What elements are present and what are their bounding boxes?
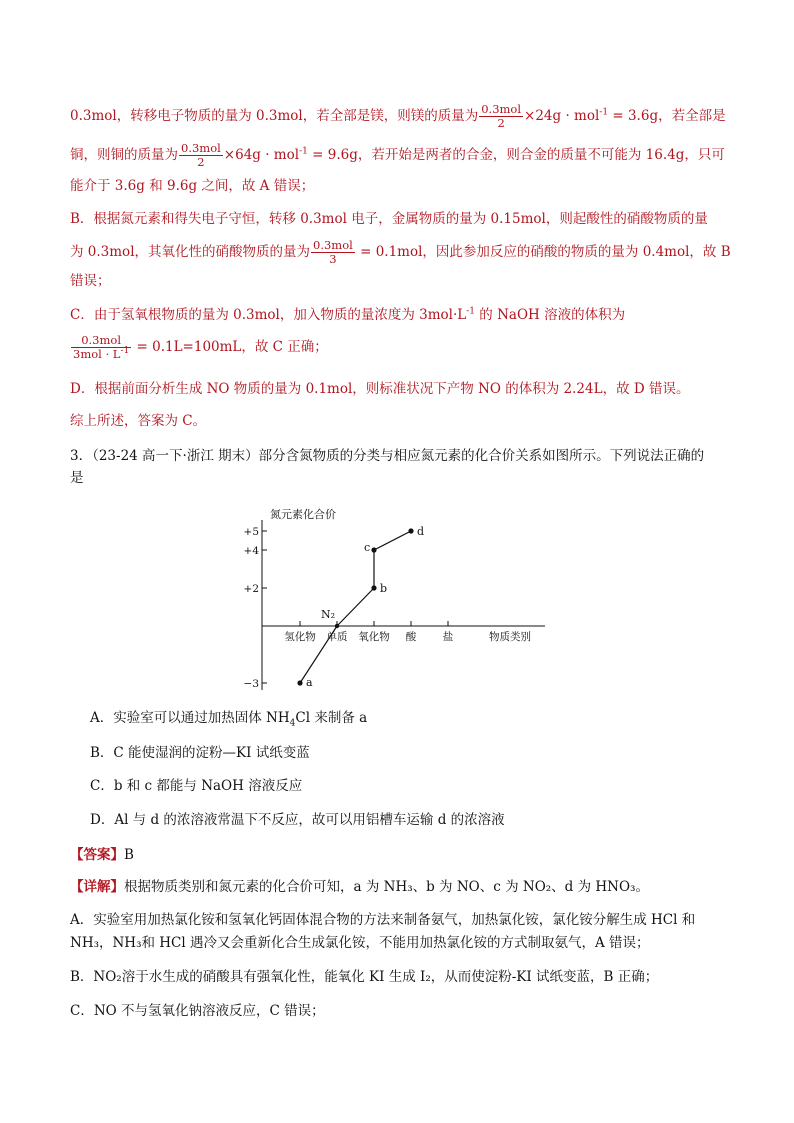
detail-C-line: C．NO 不与氢氧化钠溶液反应，C 错误； [70,1003,325,1019]
text-segment: 3mol · L [73,347,121,361]
subscript: 4 [289,718,296,729]
x-axis-label: 物质类别 [489,631,531,643]
detail-A-line-1: A．实验室用加热氯化铵和氢氧化钙固体混合物的方法来制备氨气，加热氯化铵，氯化铵分解生成 HCl 和 [70,912,696,928]
data-point-b [371,585,376,590]
fraction-numerator: 0.3mol [481,102,522,116]
fraction [311,239,355,266]
data-point-c [371,547,376,552]
answer-value: B [124,847,134,863]
text-segment: 铜，则铜的质量为 [70,147,178,163]
detail-text: 根据物质类别和氮元素的化合价可知，a 为 NH₃、b 为 NO、c 为 NO₂、d 为 HNO₃。 [124,879,649,895]
detail-line-1 [70,877,649,897]
fraction [71,334,131,361]
explanation-line-2 [70,142,725,169]
y-axis-label: 氮元素化合价 [270,508,336,521]
option-text: Cl 来制备 a [295,710,368,726]
explanation-B-line-1: B．根据氮元素和得失电子守恒，转移 0.3mol 电子，金属物质的量为 0.15mol，则起酸性的硝酸物质的量 [70,211,708,227]
y-tick-label: +2 [243,583,259,595]
explanation-B-line-3: 错误； [70,273,111,289]
superscript: -1 [466,306,476,317]
option-text: D．Al 与 d 的浓溶液常温下不反应，故可以用铝槽车运输 d 的浓溶液 [90,812,505,828]
superscript: -1 [599,107,609,118]
detail-B-line: B．NO₂溶于水生成的硝酸具有强氧化性，能氧化 KI 生成 I₂，从而使淀粉-KI 试纸变蓝，B 正确； [70,969,659,985]
fraction-denominator: 2 [197,155,205,169]
data-point-d [408,528,413,533]
explanation-C-line-1 [70,305,625,325]
text-segment: 0.3mol，转移电子物质的量为 0.3mol，若全部是镁，则镁的质量为 [70,108,479,124]
fraction [479,103,523,130]
data-point-a [297,680,302,685]
data-point-n2 [335,624,339,628]
y-tick-label: +4 [243,545,259,557]
option-text: A．实验室可以通过加热固体 NH [90,710,290,726]
explanation-line-1 [70,103,726,130]
detail-A-line-2: NH₃，NH₃和 HCl 遇冷又会重新化合生成氯化铵，不能用加热氯化铵的方式制取氨气，A 错误； [70,935,650,951]
fraction-numerator: 0.3mol [181,141,221,155]
explanation-line-3: 能介于 3.6g 和 9.6g 之间，故 A 错误； [70,178,315,194]
chart-axes [262,520,545,690]
x-tick-label: 盐 [442,631,454,643]
point-label: N₂ [321,608,336,621]
explanation-summary: 综上所述，答案为 C。 [70,413,207,429]
text-segment: = 0.1L=100mL，故 C 正确； [132,339,328,355]
option-text: B．C 能使湿润的淀粉—KI 试纸变蓝 [90,745,310,761]
explanation-D-line: D．根据前面分析生成 NO 物质的量为 0.1mol，则标准状况下产物 NO 的体积为 2.24L，故 D 错误。 [70,381,690,397]
explanation-C-line-2 [70,334,328,361]
fraction-numerator: 0.3mol [71,334,131,348]
option-C[interactable] [90,776,302,796]
option-D[interactable] [90,810,505,830]
question-stem-line-2: 是 [70,470,84,486]
text-segment: ×24g · mol [524,108,600,124]
point-label: c [364,541,371,554]
text-segment: ×64g · mol [223,147,300,163]
x-tick-label: 氧化物 [358,631,390,643]
text-segment: 为 0.3mol，其氧化性的硝酸物质的量为 [70,244,311,260]
detail-tag: 【详解】 [70,879,124,895]
series-line [337,588,374,626]
fraction-denominator [71,348,131,361]
x-tick-label: 氢化物 [284,631,316,643]
point-label: a [306,676,313,689]
fraction-denominator: 2 [497,116,505,130]
answer-tag: 【答案】 [70,847,124,863]
text-segment: 的 NaOH 溶液的体积为 [475,307,626,323]
explanation-B-line-2 [70,239,731,266]
y-tick-label: +5 [243,526,259,538]
answer-line [70,845,134,865]
fraction-numerator: 0.3mol [313,238,353,252]
fraction [179,142,223,169]
x-tick-label: 单质 [326,631,348,643]
text-segment: = 9.6g，若开始是两者的合金，则合金的质量不可能为 16.4g，只可 [307,147,725,163]
x-tick-label: 酸 [405,631,417,643]
option-A[interactable] [90,708,367,728]
chart-lines [300,531,411,683]
y-tick-label: −3 [243,678,259,690]
nitrogen-valence-chart [240,500,550,700]
superscript: -1 [299,146,308,157]
series-line [374,531,411,550]
text-segment: = 3.6g，若全部是 [608,108,726,124]
chart-labels [270,507,531,689]
option-text: C．b 和 c 都能与 NaOH 溶液反应 [90,778,303,794]
text-segment: C．由于氢氧根物质的量为 0.3mol，加入物质的量浓度为 3mol·L [70,307,467,323]
question-stem-line-1: 3．（23-24 高一下·浙江 期末）部分含氮物质的分类与相应氮元素的化合价关系如图所示。下列说法正确的 [70,448,705,464]
superscript: -1 [120,346,130,357]
point-label: d [417,525,425,538]
text-segment: = 0.1mol，因此参加反应的硝酸的物质的量为 0.4mol，故 B [355,244,731,260]
fraction-denominator: 3 [329,252,337,266]
option-B[interactable] [90,743,310,763]
point-label: b [380,582,388,595]
chart-ticks [244,526,454,690]
